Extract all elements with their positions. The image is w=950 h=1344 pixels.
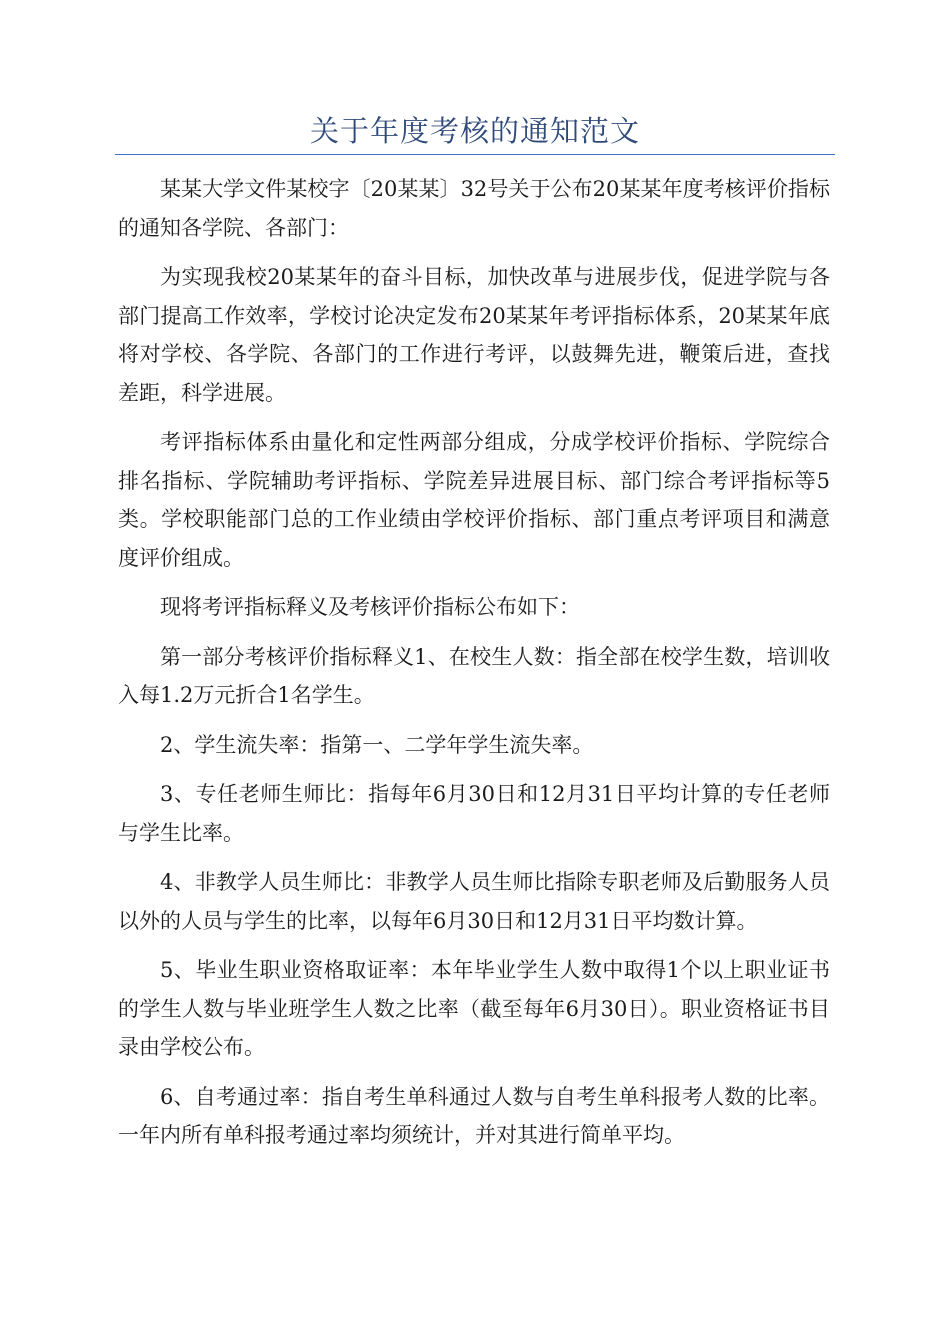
- paragraph-purpose: 为实现我校20某某年的奋斗目标，加快改革与进展步伐，促进学院与各部门提高工作效率，学校讨论决定发布20某某年考评指标体系，20某某年底将对学校、各学院、各部门的工作进行考评，以鼓舞先进，鞭策后进，查找差距，科学进展。: [118, 265, 830, 405]
- paragraph-item-6: 6、自考通过率：指自考生单科通过人数与自考生单科报考人数的比率。一年内所有单科报考通过率均须统计，并对其进行简单平均。: [118, 1084, 830, 1147]
- paragraph-item-4: 4、非教学人员生师比：非教学人员生师比指除专职老师及后勤服务人员以外的人员与学生的比率，以每年6月30日和12月31日平均数计算。: [118, 870, 830, 933]
- paragraph-item-1: 第一部分考核评价指标释义1、在校生人数：指全部在校学生数，培训收入每1.2万元折合1名学生。: [118, 644, 830, 707]
- paragraph-item-2: 2、学生流失率：指第一、二学年学生流失率。: [160, 732, 594, 757]
- paragraph-announcement: 现将考评指标释义及考核评价指标公布如下：: [160, 595, 580, 619]
- paragraph-item-5: 5、毕业生职业资格取证率：本年毕业学生人数中取得1个以上职业证书的学生人数与毕业班学生人数之比率（截至每年6月30日）。职业资格证书目录由学校公布。: [118, 958, 830, 1059]
- document-title: 关于年度考核的通知范文: [309, 114, 640, 148]
- paragraph-item-3: 3、专任老师生师比：指每年6月30日和12月31日平均计算的专任老师与学生比率。: [118, 782, 830, 845]
- paragraph-heading-notice: 某某大学文件某校字〔20某某〕32号关于公布20某某年度考核评价指标的通知各学院、各部门：: [118, 177, 830, 240]
- paragraph-indicator-system: 考评指标体系由量化和定性两部分组成，分成学校评价指标、学院综合排名指标、学院辅助考评指标、学院差异进展目标、部门综合考评指标等5类。学校职能部门总的工作业绩由学校评价指标、部门重点考评项目和满意度评价组成。: [118, 430, 830, 570]
- title-underline: [115, 154, 835, 155]
- document-body: [118, 170, 830, 1166]
